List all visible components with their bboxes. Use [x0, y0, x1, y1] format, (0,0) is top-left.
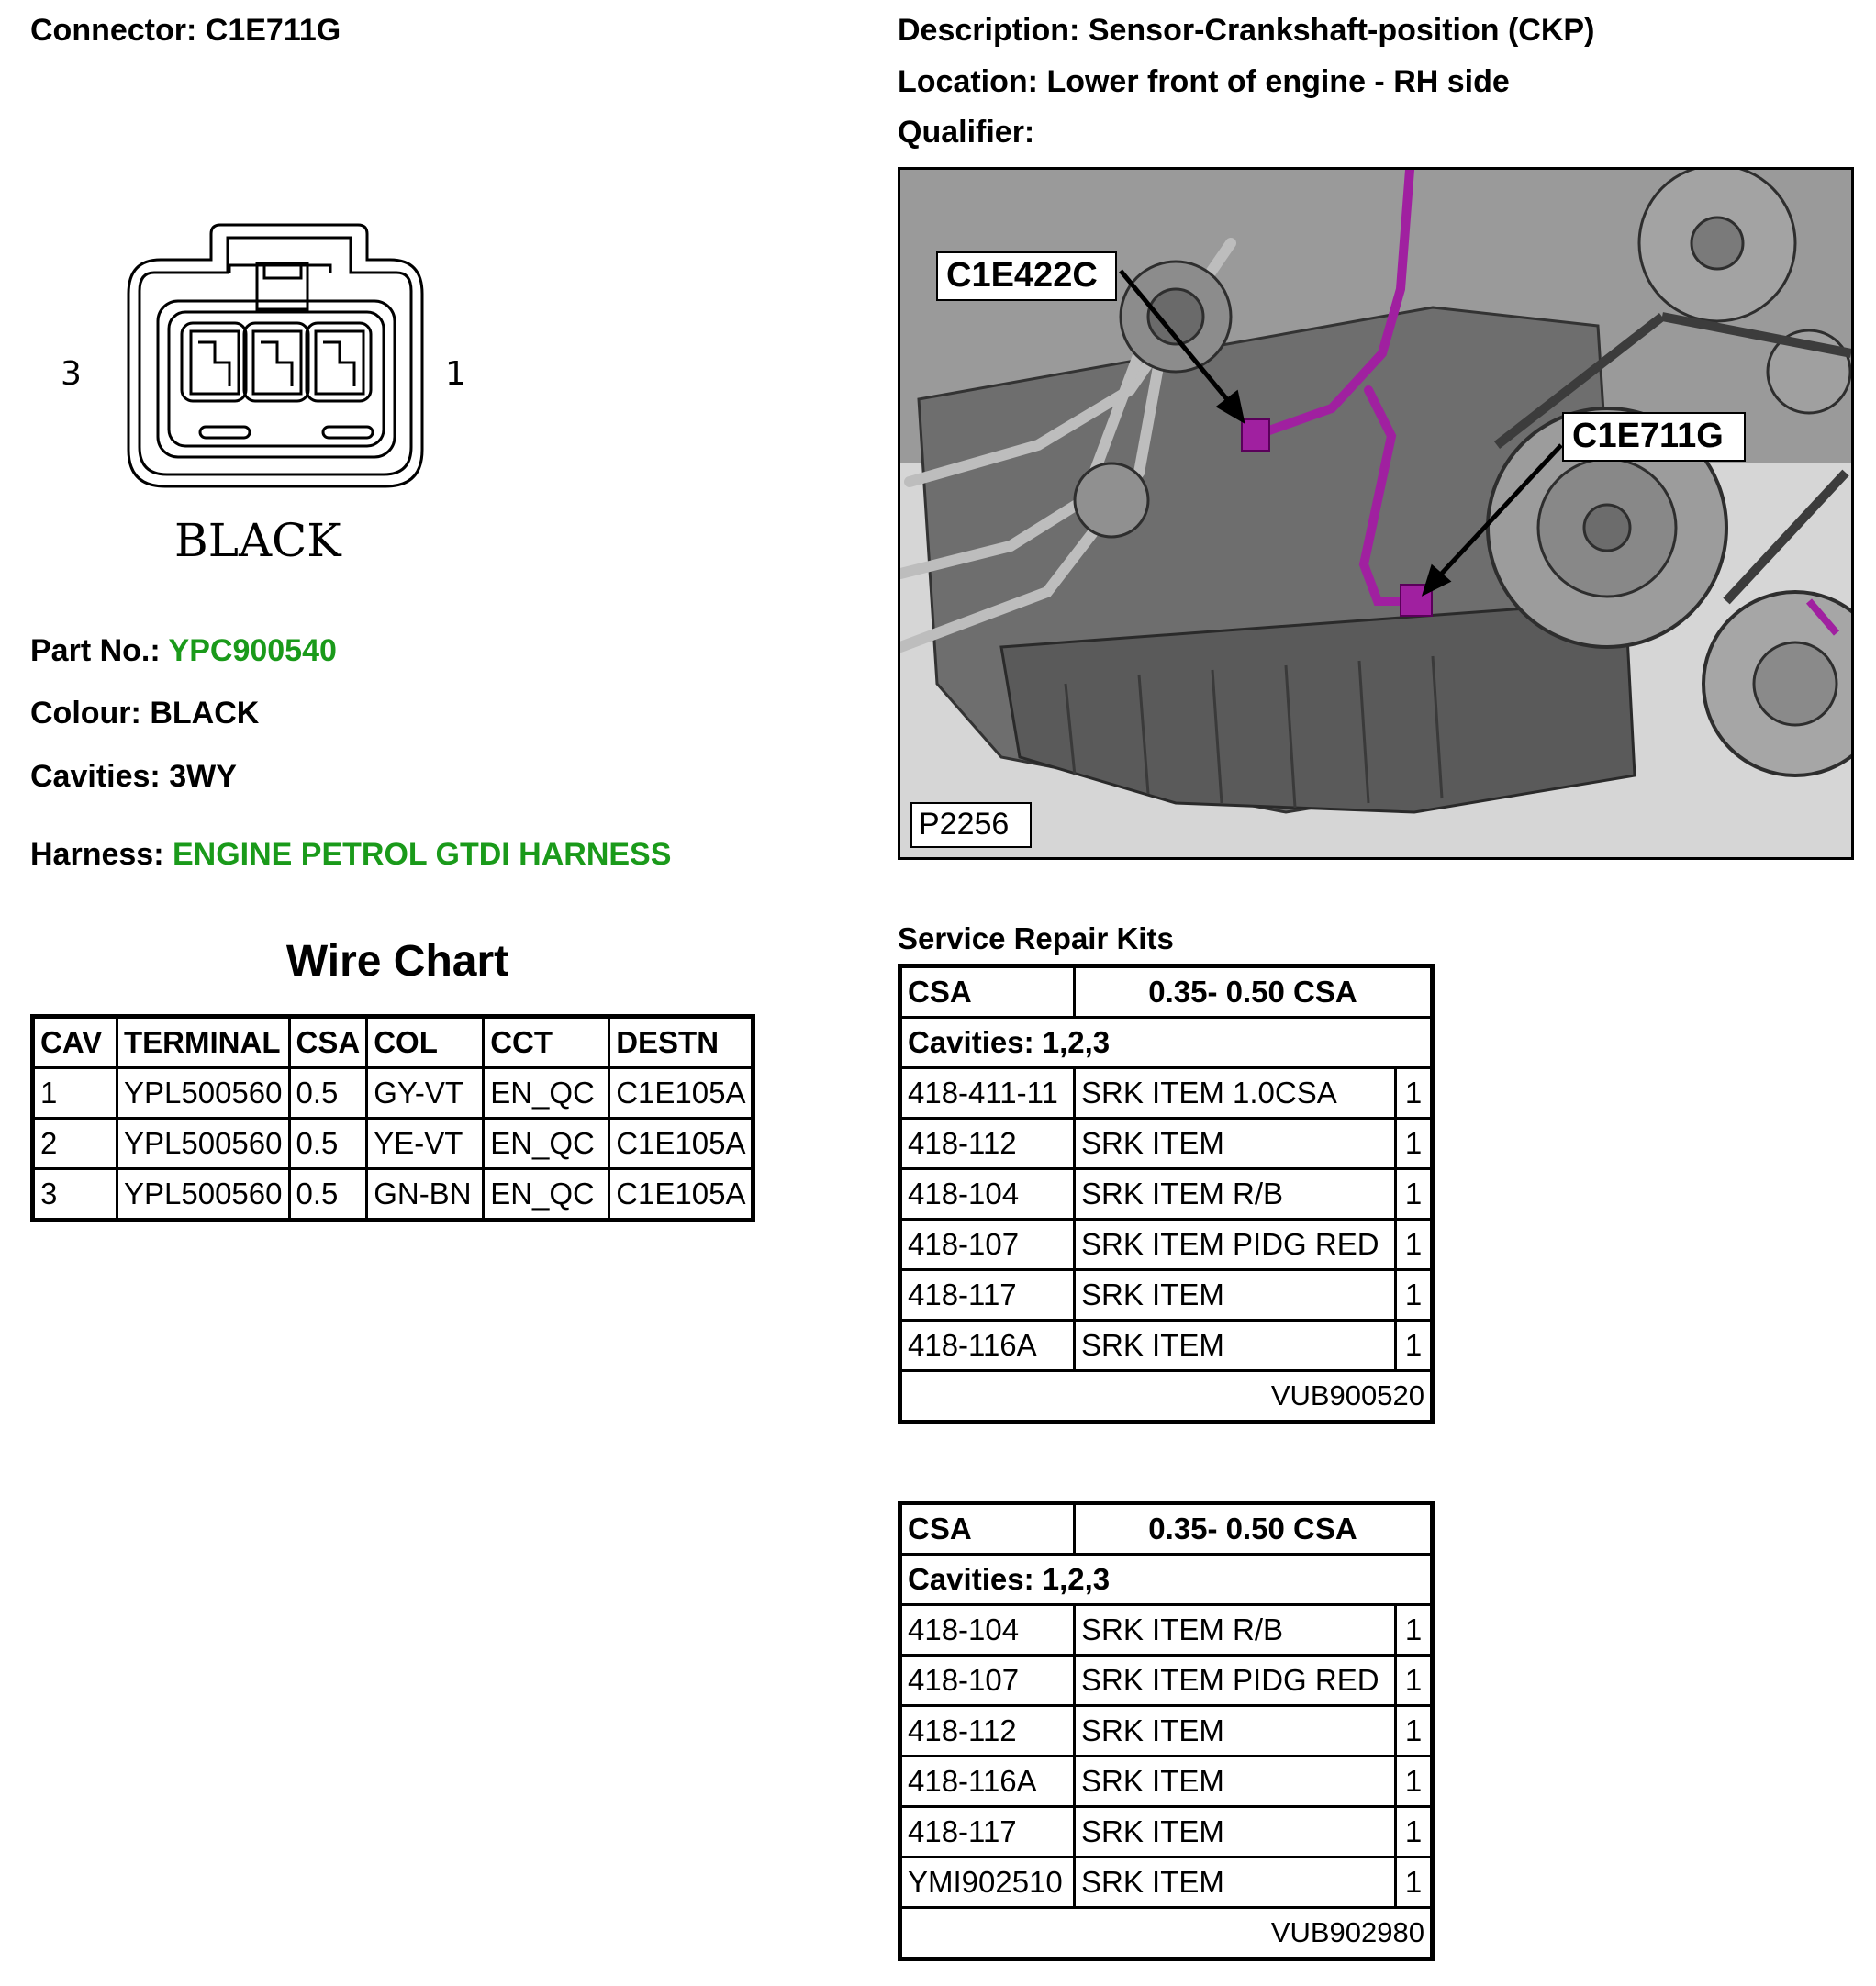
table-row — [33, 1169, 754, 1221]
colour-label: Colour: — [30, 696, 141, 731]
kit-item-part[interactable]: 418-117 — [900, 1807, 1075, 1858]
kit-item-qty: 1 — [1396, 1605, 1433, 1656]
colour-line — [30, 696, 259, 731]
description-line — [898, 13, 1594, 49]
part-number-label: Part No.: — [30, 633, 161, 668]
kit-number[interactable]: VUB900520 — [900, 1371, 1433, 1423]
kit-item-qty: 1 — [1396, 1068, 1433, 1119]
kit-item-desc: SRK ITEM — [1075, 1119, 1396, 1169]
kit-item-desc: SRK ITEM — [1075, 1321, 1396, 1371]
repair-kits-title: Service Repair Kits — [898, 921, 1174, 955]
location-value: Lower front of engine - RH side — [1046, 64, 1510, 99]
terminal-cell: YPL500560 — [117, 1119, 290, 1169]
kit-item-qty: 1 — [1396, 1270, 1433, 1321]
kit-item-qty: 1 — [1396, 1220, 1433, 1270]
kit-item-part[interactable]: 418-117 — [900, 1270, 1075, 1321]
header-col: COL — [367, 1017, 484, 1068]
kit-item-qty: 1 — [1396, 1321, 1433, 1371]
kit-item-desc: SRK ITEM R/B — [1075, 1605, 1396, 1656]
kit-item-qty: 1 — [1396, 1807, 1433, 1858]
callout-c1e711g: C1E711G — [1572, 417, 1724, 455]
kit-item-desc: SRK ITEM — [1075, 1807, 1396, 1858]
kit-number[interactable]: VUB902980 — [900, 1908, 1433, 1959]
connector-label: Connector: — [30, 13, 197, 48]
kit-cavities-row — [900, 1555, 1433, 1605]
cct-cell: EN_QC — [484, 1119, 609, 1169]
part-number-line — [30, 633, 337, 669]
table-row — [900, 1706, 1433, 1757]
csa-cell: 0.5 — [289, 1119, 367, 1169]
kit-item-desc: SRK ITEM R/B — [1075, 1169, 1396, 1220]
cav-cell: 1 — [33, 1068, 117, 1119]
connector-diagram — [55, 206, 466, 574]
wire-chart-header-row — [33, 1017, 754, 1068]
cct-cell: EN_QC — [484, 1169, 609, 1221]
kit-item-desc: SRK ITEM — [1075, 1706, 1396, 1757]
cavities-label: Cavities: — [30, 759, 161, 794]
kit-item-part[interactable]: 418-112 — [900, 1706, 1075, 1757]
connector-line — [30, 13, 341, 49]
kit-item-desc: SRK ITEM PIDG RED — [1075, 1656, 1396, 1706]
repair-kit-table-2 — [898, 1501, 1435, 1961]
kit-item-part[interactable]: 418-112 — [900, 1119, 1075, 1169]
table-row — [900, 1169, 1433, 1220]
harness-line — [30, 837, 671, 873]
table-row — [900, 1270, 1433, 1321]
kit-item-part[interactable]: 418-116A — [900, 1757, 1075, 1807]
destn-cell[interactable]: C1E105A — [609, 1068, 754, 1119]
kit-item-part[interactable]: YMI902510 — [900, 1858, 1075, 1908]
terminal-cell: YPL500560 — [117, 1169, 290, 1221]
table-row — [900, 1656, 1433, 1706]
csa-cell: 0.5 — [289, 1068, 367, 1119]
colour-value: BLACK — [150, 696, 260, 731]
kit-item-part[interactable]: 418-116A — [900, 1321, 1075, 1371]
photo-reference: P2256 — [919, 807, 1010, 842]
csa-cell: 0.5 — [289, 1169, 367, 1221]
col-cell: GY-VT — [367, 1068, 484, 1119]
table-row — [900, 1605, 1433, 1656]
part-number-link[interactable]: YPC900540 — [168, 633, 337, 668]
kit-item-qty: 1 — [1396, 1858, 1433, 1908]
destn-cell[interactable]: C1E105A — [609, 1119, 754, 1169]
kit-number-row — [900, 1908, 1433, 1959]
table-row — [900, 1807, 1433, 1858]
kit-csa-label: CSA — [900, 1503, 1075, 1555]
kit-item-part[interactable]: 418-107 — [900, 1220, 1075, 1270]
kit-item-desc: SRK ITEM — [1075, 1858, 1396, 1908]
table-row — [900, 1757, 1433, 1807]
kit-item-qty: 1 — [1396, 1656, 1433, 1706]
destn-cell[interactable]: C1E105A — [609, 1169, 754, 1221]
connector-id: C1E711G — [205, 13, 341, 48]
cav-cell: 3 — [33, 1169, 117, 1221]
kit-item-qty: 1 — [1396, 1757, 1433, 1807]
kit-item-desc: SRK ITEM 1.0CSA — [1075, 1068, 1396, 1119]
pin-1-label: 1 — [445, 355, 466, 393]
kit-csa-value: 0.35- 0.50 CSA — [1075, 966, 1433, 1018]
kit-cavities: Cavities: 1,2,3 — [900, 1555, 1433, 1605]
cavities-line — [30, 759, 237, 795]
table-row — [900, 1119, 1433, 1169]
qualifier-line — [898, 115, 1034, 151]
engine-location-photo — [898, 167, 1854, 860]
kit-csa-row — [900, 966, 1433, 1018]
terminal-cell: YPL500560 — [117, 1068, 290, 1119]
kit-csa-label: CSA — [900, 966, 1075, 1018]
connector-colour-caption: BLACK — [174, 514, 341, 567]
col-cell: YE-VT — [367, 1119, 484, 1169]
kit-item-part[interactable]: 418-104 — [900, 1605, 1075, 1656]
cct-cell: EN_QC — [484, 1068, 609, 1119]
kit-cavities-row — [900, 1018, 1433, 1068]
kit-cavities: Cavities: 1,2,3 — [900, 1018, 1433, 1068]
table-row — [900, 1068, 1433, 1119]
kit-item-part[interactable]: 418-411-11 — [900, 1068, 1075, 1119]
location-label: Location: — [898, 64, 1038, 99]
header-terminal: TERMINAL — [117, 1017, 290, 1068]
col-cell: GN-BN — [367, 1169, 484, 1221]
table-row — [900, 1220, 1433, 1270]
cavities-value: 3WY — [169, 759, 237, 794]
kit-item-qty: 1 — [1396, 1119, 1433, 1169]
kit-item-desc: SRK ITEM — [1075, 1270, 1396, 1321]
kit-csa-row — [900, 1503, 1433, 1555]
harness-link[interactable]: ENGINE PETROL GTDI HARNESS — [172, 837, 672, 872]
kit-item-part[interactable]: 418-104 — [900, 1169, 1075, 1220]
qualifier-label: Qualifier: — [898, 115, 1035, 150]
description-label: Description: — [898, 13, 1080, 48]
repair-kit-table-1 — [898, 964, 1435, 1424]
wire-chart-title: Wire Chart — [285, 937, 509, 986]
pin-3-label: 3 — [61, 355, 82, 393]
header-destn: DESTN — [609, 1017, 754, 1068]
kit-item-qty: 1 — [1396, 1169, 1433, 1220]
kit-csa-value: 0.35- 0.50 CSA — [1075, 1503, 1433, 1555]
header-cct: CCT — [484, 1017, 609, 1068]
callout-c1e422c: C1E422C — [946, 256, 1098, 295]
kit-item-desc: SRK ITEM — [1075, 1757, 1396, 1807]
table-row — [900, 1321, 1433, 1371]
kit-item-qty: 1 — [1396, 1706, 1433, 1757]
location-line — [898, 64, 1510, 100]
wire-chart-table — [30, 1014, 755, 1222]
table-row — [900, 1858, 1433, 1908]
kit-item-desc: SRK ITEM PIDG RED — [1075, 1220, 1396, 1270]
kit-number-row — [900, 1371, 1433, 1423]
kit-item-part[interactable]: 418-107 — [900, 1656, 1075, 1706]
description-value: Sensor-Crankshaft-position (CKP) — [1088, 13, 1595, 48]
cav-cell: 2 — [33, 1119, 117, 1169]
table-row — [33, 1068, 754, 1119]
header-csa: CSA — [289, 1017, 367, 1068]
harness-label: Harness: — [30, 837, 164, 872]
header-cav: CAV — [33, 1017, 117, 1068]
table-row — [33, 1119, 754, 1169]
